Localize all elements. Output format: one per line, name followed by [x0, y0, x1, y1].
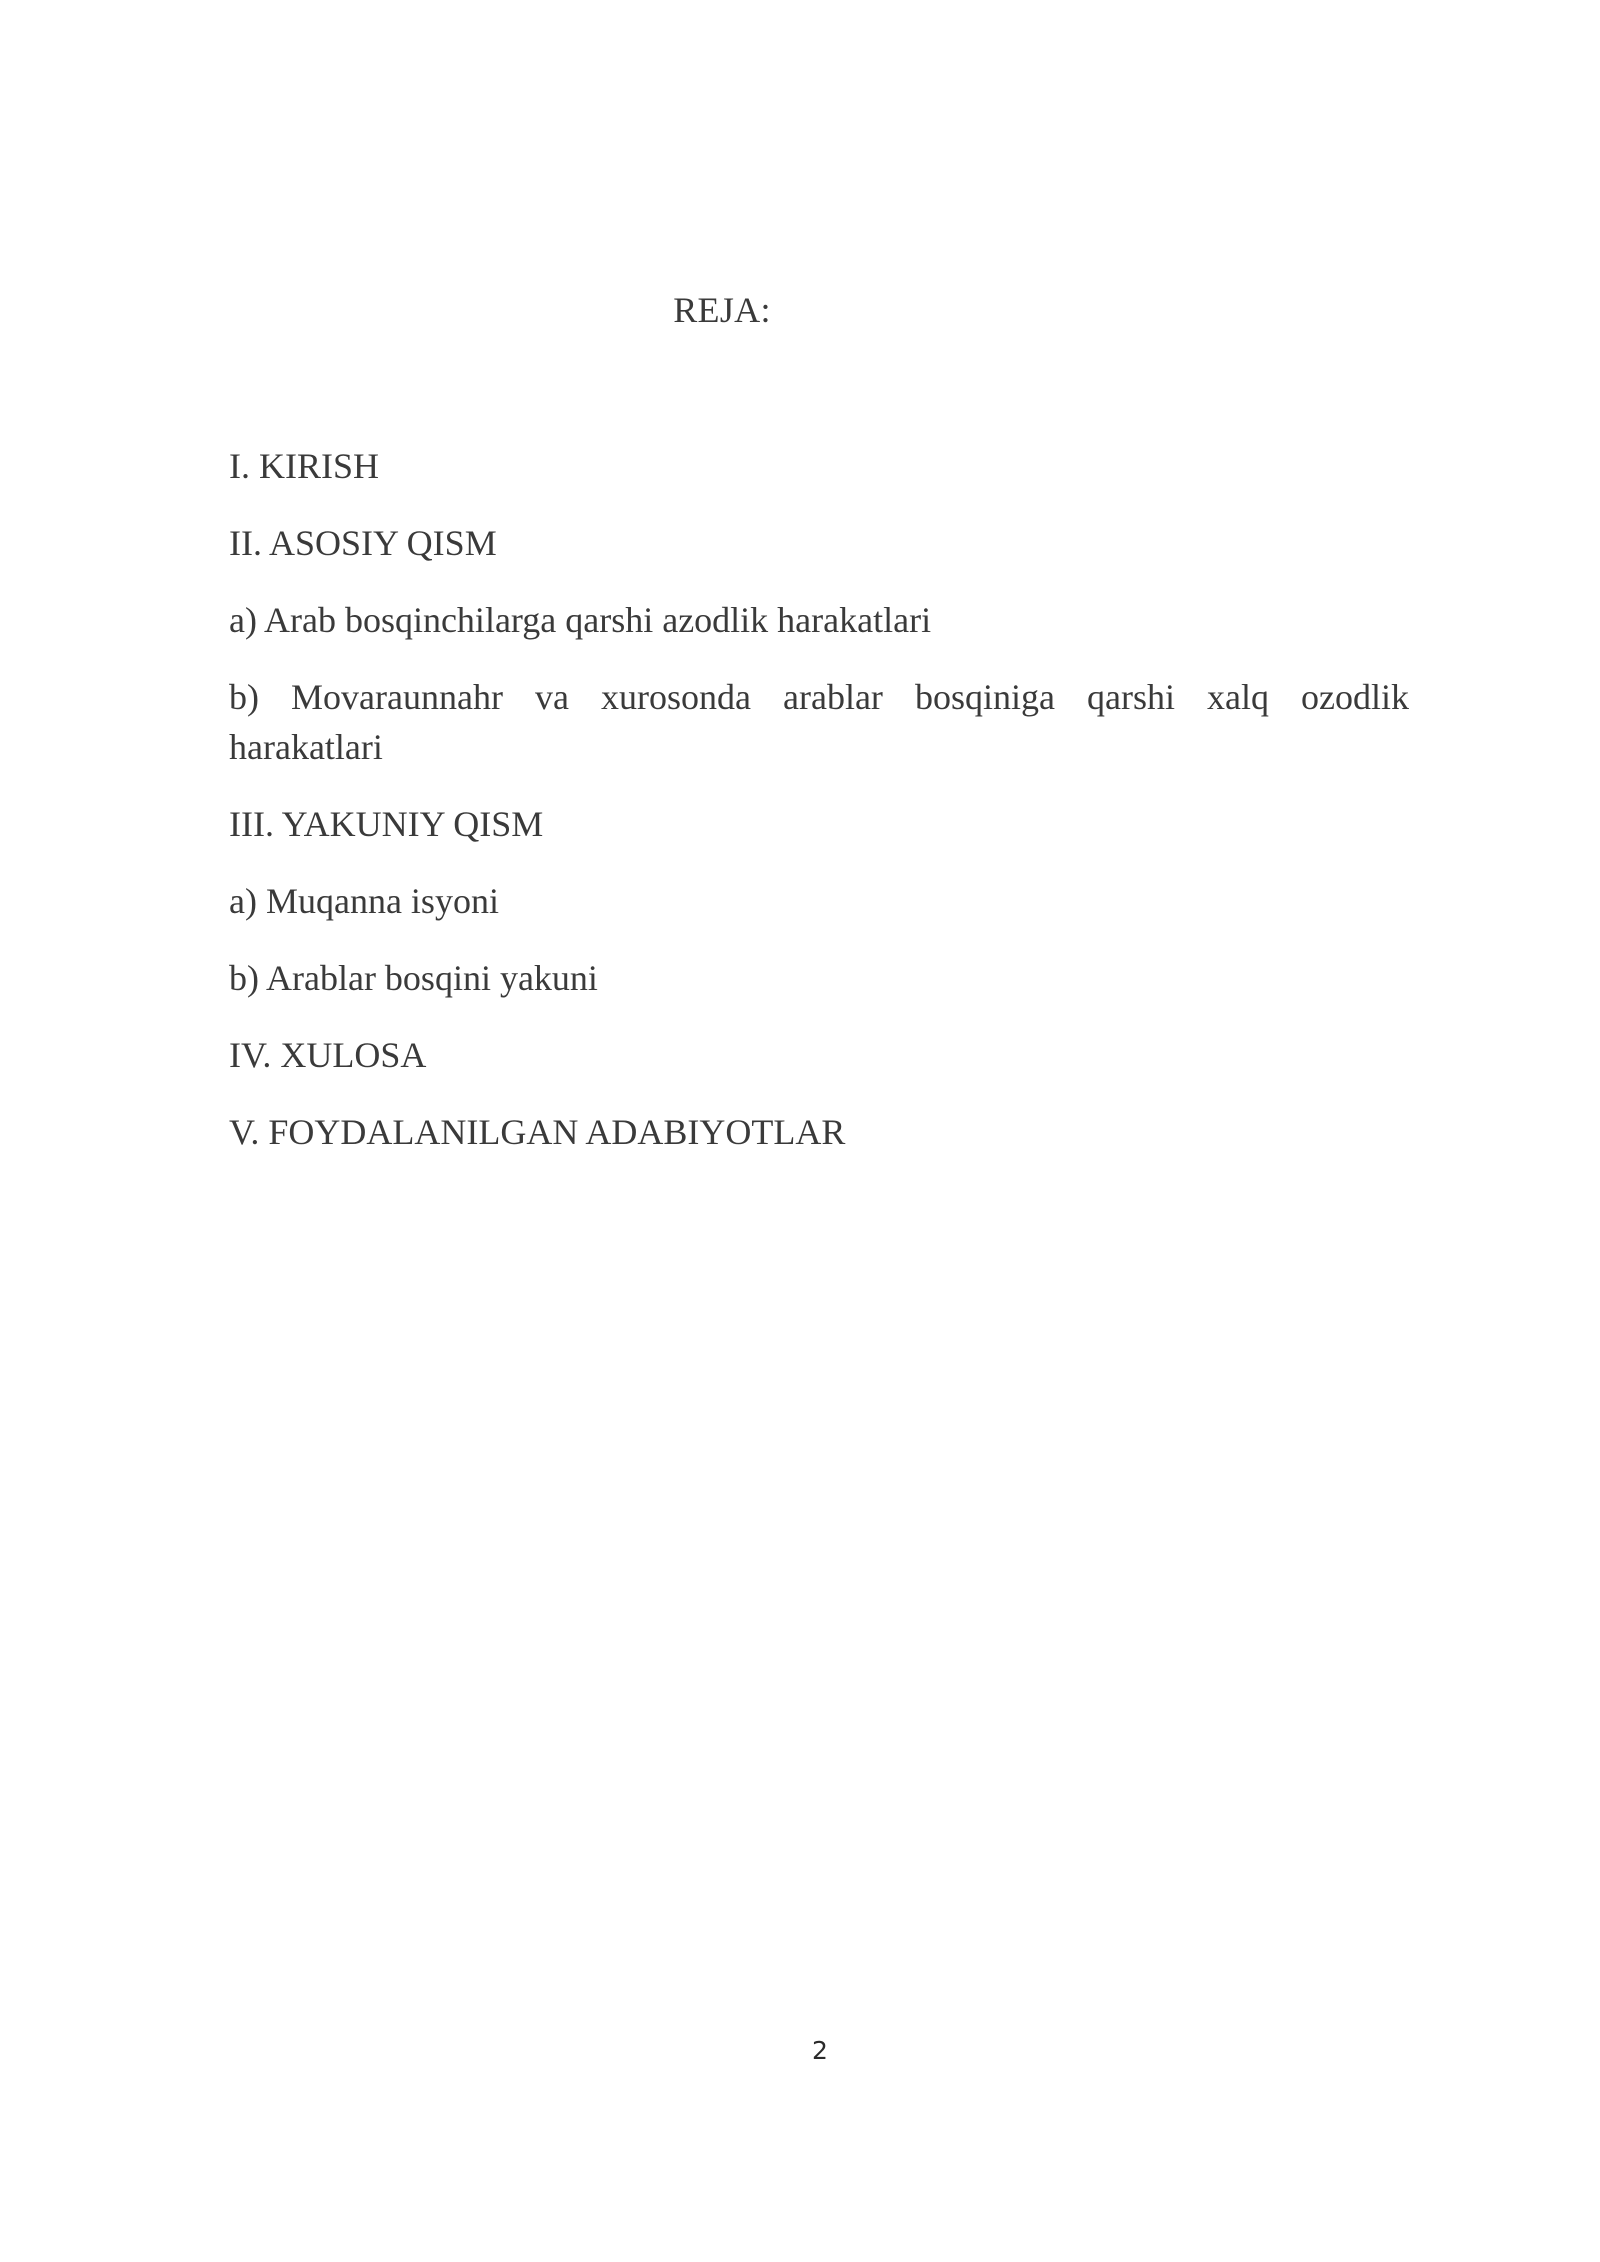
plan-item-movaraunnahr: b) Movaraunnahr va xurosonda arablar bosqiniga qarshi xalq ozodlik harakatlari	[229, 677, 1409, 767]
page-title: REJA:	[673, 290, 771, 330]
plan-item-yakuniy-qism: III. YAKUNIY QISM	[229, 804, 544, 844]
plan-item-xulosa: IV. XULOSA	[229, 1035, 427, 1075]
plan-item-muqanna-isyoni: a) Muqanna isyoni	[229, 881, 499, 921]
plan-item-asosiy-qism: II. ASOSIY QISM	[229, 523, 497, 563]
plan-item-kirish: I. KIRISH	[229, 446, 379, 486]
plan-item-arablar-bosqini-yakuni: b) Arablar bosqini yakuni	[229, 958, 598, 998]
plan-item-arab-bosqinchilarga: a) Arab bosqinchilarga qarshi azodlik harakatlari	[229, 600, 932, 640]
plan-list	[229, 441, 1409, 1184]
plan-item-foydalanilgan-adabiyotlar: V. FOYDALANILGAN ADABIYOTLAR	[229, 1112, 846, 1152]
page-number: 2	[812, 2036, 828, 2065]
